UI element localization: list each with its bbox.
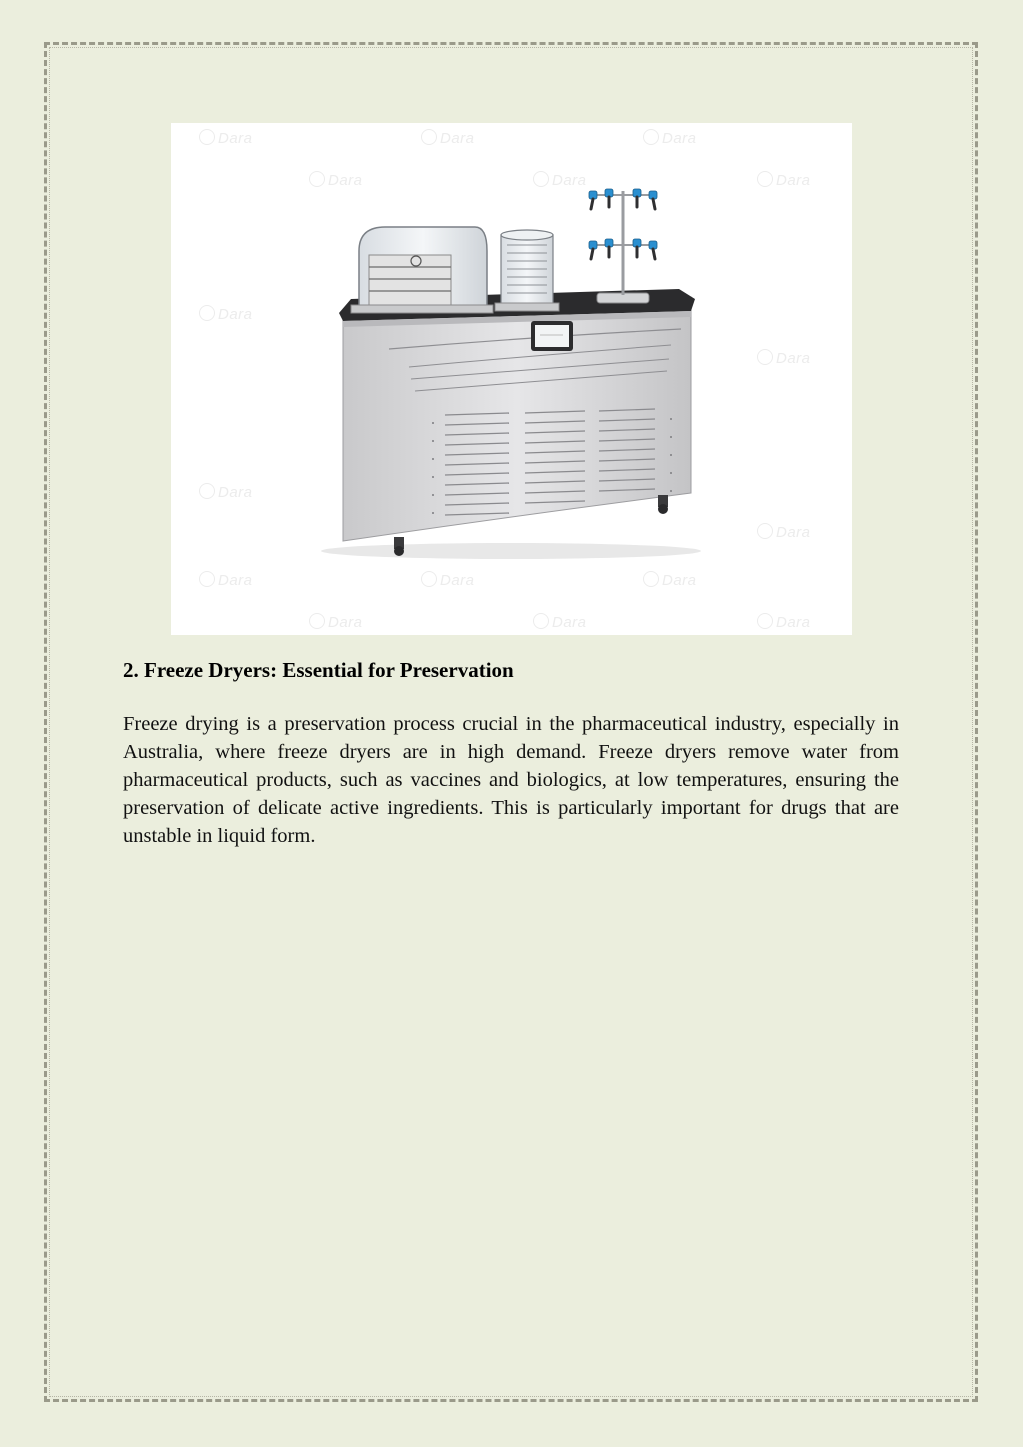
watermark-2: Dara: [421, 129, 475, 147]
watermark-14: Dara: [309, 613, 363, 631]
freeze-dryer-image: [171, 123, 852, 635]
watermark-7: Dara: [199, 305, 253, 323]
section-heading: 2. Freeze Dryers: Essential for Preservation: [123, 658, 514, 682]
section-paragraph: Freeze drying is a preservation process crucial in the pharmaceutical industry, especially in Australia, where freeze dryers are in high demand. Freeze dryers remove water from pharmaceutical products, such as vaccines and biologics, at low temperatures, ensuring the preservation of delicate active ingredients. This is particularly important for drugs that are unstable in liquid form.: [123, 713, 899, 847]
watermark-16: Dara: [757, 613, 811, 631]
watermark-11: Dara: [199, 571, 253, 589]
freeze-dryer-illustration: [171, 123, 852, 635]
watermark-15: Dara: [533, 613, 587, 631]
watermark-3: Dara: [643, 129, 697, 147]
watermark-4: Dara: [309, 171, 363, 189]
watermark-9: Dara: [199, 483, 253, 501]
watermark-10: Dara: [757, 523, 811, 541]
watermark-12: Dara: [421, 571, 475, 589]
watermark-6: Dara: [757, 171, 811, 189]
watermark-8: Dara: [757, 349, 811, 367]
watermark-5: Dara: [533, 171, 587, 189]
watermark-1: Dara: [199, 129, 253, 147]
watermark-13: Dara: [643, 571, 697, 589]
